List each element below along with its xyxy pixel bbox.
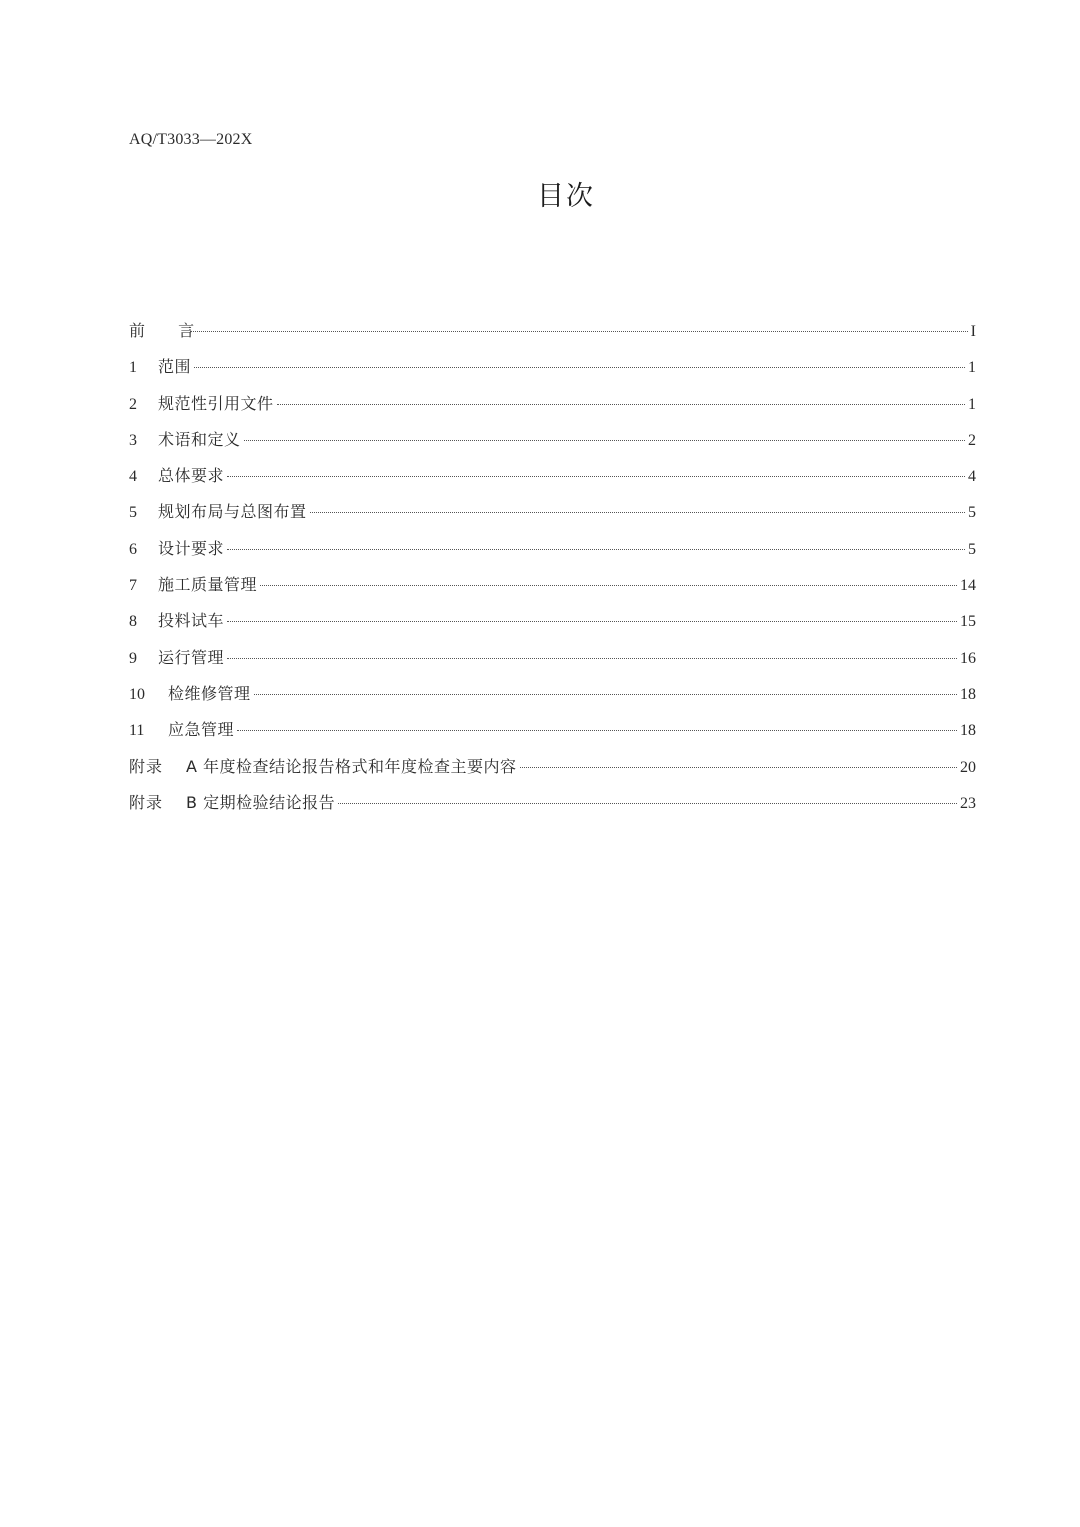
toc-leader-dots	[227, 475, 965, 477]
toc-entry-number: 2	[129, 395, 137, 413]
toc-entry-preface[interactable]	[129, 318, 976, 354]
toc-leader-dots	[227, 620, 957, 622]
toc-entry-label: 总体要求	[158, 466, 225, 486]
toc-leader-dots	[237, 729, 957, 731]
toc-entry-9[interactable]	[129, 645, 976, 681]
toc-entry-label: B 定期检验结论报告	[186, 792, 336, 812]
toc-entry-8[interactable]	[129, 608, 976, 644]
toc-entry-page: 1	[968, 395, 976, 413]
toc-entry-number: 4	[129, 468, 137, 486]
toc-entry-1[interactable]	[129, 354, 976, 390]
toc-leader-dots	[254, 693, 957, 695]
table-of-contents	[129, 318, 976, 826]
toc-leader-dots	[277, 403, 965, 405]
toc-entry-6[interactable]	[129, 536, 976, 572]
toc-entry-label: 范围	[158, 357, 192, 377]
toc-entry-number: 6	[129, 540, 137, 558]
toc-entry-4[interactable]	[129, 463, 976, 499]
toc-leader-dots	[260, 584, 957, 586]
toc-entry-page: 2	[968, 431, 976, 449]
toc-entry-number: 附录	[129, 756, 164, 776]
toc-leader-dots	[190, 330, 968, 332]
toc-entry-3[interactable]	[129, 427, 976, 463]
toc-entry-label: 投料试车	[158, 611, 225, 631]
toc-entry-page: 5	[968, 540, 976, 558]
toc-leader-dots	[227, 548, 965, 550]
toc-leader-dots	[310, 511, 965, 513]
toc-entry-number: 5	[129, 504, 137, 522]
toc-title: 目次	[537, 181, 595, 212]
toc-entry-label: 规范性引用文件	[158, 393, 274, 413]
toc-entry-2[interactable]	[129, 391, 976, 427]
toc-entry-5[interactable]	[129, 499, 976, 535]
toc-entry-label: 检维修管理	[168, 683, 251, 703]
toc-entry-number: 9	[129, 649, 137, 667]
toc-entry-page: 18	[960, 722, 976, 740]
toc-entry-page: 14	[960, 577, 976, 595]
toc-entry-page: 1	[968, 359, 976, 377]
toc-entry-number: 附录	[129, 792, 164, 812]
toc-entry-label: A 年度检查结论报告格式和年度检查主要内容	[186, 756, 517, 776]
toc-leader-dots	[194, 366, 965, 368]
toc-leader-dots	[227, 657, 957, 659]
toc-entry-page: 15	[960, 613, 976, 631]
toc-entry-page: 16	[960, 649, 976, 667]
toc-leader-dots	[520, 766, 957, 768]
toc-entry-11[interactable]	[129, 717, 976, 753]
toc-entry-page: 18	[960, 685, 976, 703]
toc-entry-page: 20	[960, 758, 976, 776]
document-code: AQ/T3033—202X	[129, 131, 253, 148]
toc-entry-label: 规划布局与总图布置	[158, 502, 307, 522]
toc-entry-7[interactable]	[129, 572, 976, 608]
toc-entry-label: 应急管理	[168, 720, 235, 740]
toc-entry-number: 10	[129, 685, 145, 703]
toc-entry-label: 设计要求	[158, 538, 225, 558]
toc-entry-appendix-a[interactable]	[129, 754, 976, 790]
toc-entry-10[interactable]	[129, 681, 976, 717]
toc-entry-number: 11	[129, 722, 145, 740]
toc-entry-label: 术语和定义	[158, 429, 241, 449]
toc-entry-number: 3	[129, 431, 137, 449]
toc-entry-label: 施工质量管理	[158, 575, 258, 595]
toc-entry-number: 前 言	[129, 321, 209, 340]
toc-entry-appendix-b[interactable]	[129, 790, 976, 826]
toc-entry-page: I	[970, 323, 976, 340]
toc-entry-label: 运行管理	[158, 647, 225, 667]
toc-entry-page: 5	[968, 504, 976, 522]
toc-entry-number: 8	[129, 613, 137, 631]
toc-entry-page: 23	[960, 794, 976, 812]
toc-entry-number: 7	[129, 577, 137, 595]
toc-entry-number: 1	[129, 359, 137, 377]
toc-entry-page: 4	[968, 468, 976, 486]
toc-leader-dots	[244, 439, 965, 441]
toc-leader-dots	[338, 802, 957, 804]
